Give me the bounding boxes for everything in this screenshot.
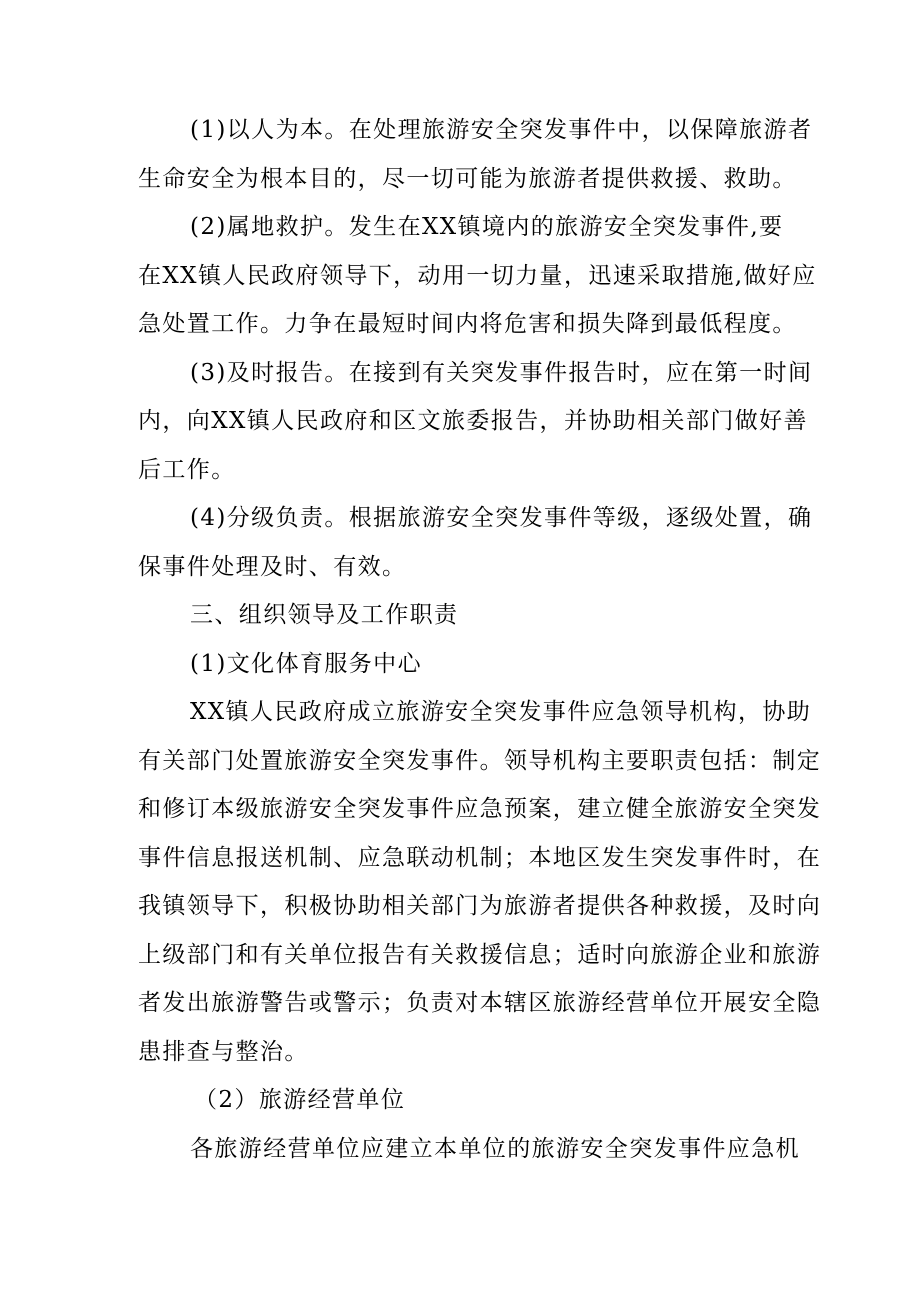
principle-4-line-1: (4)分级负责。根据旅游安全突发事件等级，逐级处置，确 <box>190 505 813 531</box>
principle-2-line-3: 急处置工作。力争在最短时间内将危害和损失降到最低程度。 <box>138 311 797 337</box>
subsection-1-para-line-6: 上级部门和有关单位报告有关救援信息；适时向旅游企业和旅游 <box>138 942 822 968</box>
subsection-2-heading: （2）旅游经营单位 <box>194 1087 406 1113</box>
principle-1-line-2: 生命安全为根本目的，尽一切可能为旅游者提供救援、救助。 <box>138 166 797 192</box>
principle-3-line-2: 内，向XX镇人民政府和区文旅委报告，并协助相关部门做好善 <box>138 408 808 434</box>
subsection-1-para-line-8: 患排查与整治。 <box>138 1039 309 1065</box>
subsection-1-para-line-4: 事件信息报送机制、应急联动机制；本地区发生突发事件时，在 <box>138 845 822 871</box>
subsection-1-para-line-1: XX镇人民政府成立旅游安全突发事件应急领导机构，协助 <box>190 699 812 725</box>
section-heading: 三、组织领导及工作职责 <box>190 602 459 628</box>
principle-2-line-1: (2)属地救护。发生在XX镇境内的旅游安全突发事件,要 <box>190 214 784 240</box>
subsection-2-para-line-1: 各旅游经营单位应建立本单位的旅游安全突发事件应急机 <box>190 1136 800 1162</box>
principle-4-line-2: 保事件处理及时、有效。 <box>138 554 407 580</box>
subsection-1-para-line-2: 有关部门处置旅游安全突发事件。领导机构主要职责包括：制定 <box>138 748 822 774</box>
principle-3-line-1: (3)及时报告。在接到有关突发事件报告时，应在第一时间 <box>190 360 813 386</box>
subsection-1-para-line-5: 我镇领导下，积极协助相关部门为旅游者提供各种救援，及时向 <box>138 893 822 919</box>
principle-2-line-2: 在XX镇人民政府领导下，动用一切力量，迅速采取措施,做好应 <box>138 263 817 289</box>
principle-1-line-1: (1)以人为本。在处理旅游安全突发事件中，以保障旅游者 <box>190 117 813 143</box>
subsection-1-para-line-3: 和修订本级旅游安全突发事件应急预案，建立健全旅游安全突发 <box>138 796 822 822</box>
subsection-1-para-line-7: 者发出旅游警告或警示；负责对本辖区旅游经营单位开展安全隐 <box>138 990 822 1016</box>
subsection-1-heading: (1)文化体育服务中心 <box>190 651 422 677</box>
principle-3-line-3: 后工作。 <box>138 457 236 483</box>
